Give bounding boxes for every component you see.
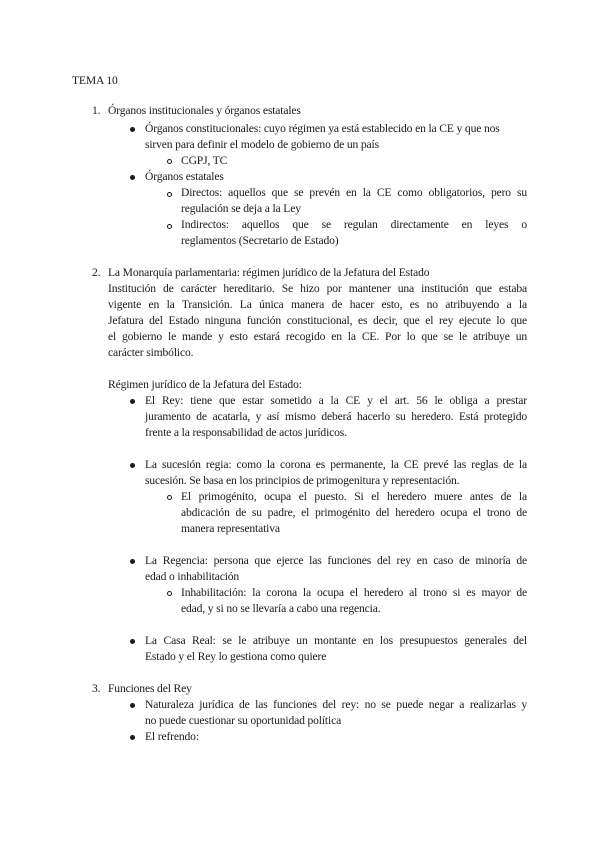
list-item-line: El Rey: tiene que estar sometido a la CE y el art. 56 le obliga a prestar bbox=[145, 394, 527, 407]
sub-list-item-line: edad, y si no se llevaría a cabo una regencia. bbox=[181, 602, 381, 615]
sub-bullet-marker bbox=[167, 591, 172, 596]
paragraph-line: vigente en la Transición. La única manera de hacer esto, es no atribuyendo a la bbox=[108, 298, 527, 311]
bullet-marker bbox=[130, 639, 135, 644]
sub-list-item-line: Indirectos: aquellos que se regulan directamente en leyes o bbox=[181, 218, 527, 231]
list-item-line: Naturaleza jurídica de las funciones del rey: no se puede negar a realizarlas y bbox=[145, 698, 527, 711]
list-item-line: no puede cuestionar su oportunidad política bbox=[145, 714, 342, 727]
paragraph-line: Jefatura del Estado ninguna función constitucional, es decir, que el rey ejecute lo que bbox=[108, 314, 527, 327]
sub-list-item-line: Directos: aquellos que se prevén en la CE como obligatorios, pero su bbox=[181, 186, 527, 199]
sub-list-item-line: El primogénito, ocupa el puesto. Si el heredero muere antes de la bbox=[181, 490, 527, 503]
bullet-marker bbox=[130, 559, 135, 564]
section-1-heading: Órganos institucionales y órganos estatales bbox=[108, 104, 301, 117]
sub-bullet-marker bbox=[167, 224, 172, 229]
subheading: Régimen jurídico de la Jefatura del Estado: bbox=[108, 378, 302, 391]
bullet-marker bbox=[130, 703, 135, 708]
sub-list-item-line: regulación se deja a la Ley bbox=[181, 202, 301, 215]
paragraph-line: el gobierno le mande y esto estará recogido en la CE. Por lo que se le atribuye un bbox=[108, 330, 527, 343]
section-3-heading: Funciones del Rey bbox=[108, 682, 192, 695]
list-item-line: La Regencia: persona que ejerce las funciones del rey en caso de minoría de bbox=[145, 554, 527, 567]
list-item-line: El refrendo: bbox=[145, 730, 199, 743]
section-2-number: 2. bbox=[92, 266, 101, 279]
document-title: TEMA 10 bbox=[72, 74, 118, 87]
list-item-line: juramento de acatarla, y así mismo deberá hacerlo su heredero. Está protegido bbox=[145, 410, 527, 423]
sub-bullet-marker bbox=[167, 495, 172, 500]
bullet-marker bbox=[130, 175, 135, 180]
bullet-marker bbox=[130, 399, 135, 404]
list-item-line: Estado y el Rey lo gestiona como quiere bbox=[145, 650, 327, 663]
section-2-heading: La Monarquía parlamentaria: régimen jurídico de la Jefatura del Estado bbox=[108, 266, 430, 279]
list-item-line: sirven para definir el modelo de gobierno de un país bbox=[145, 138, 379, 151]
list-item-line: sucesión. Se basa en los principios de primogenitura y representación. bbox=[145, 474, 460, 487]
section-3-number: 3. bbox=[92, 682, 101, 695]
bullet-marker bbox=[130, 127, 135, 132]
bullet-marker bbox=[130, 735, 135, 740]
list-item-line: Órganos estatales bbox=[145, 170, 224, 183]
list-item-line: frente a la responsabilidad de actos jurídicos. bbox=[145, 426, 347, 439]
sub-list-item-line: reglamentos (Secretario de Estado) bbox=[181, 234, 339, 247]
sub-list-item-line: Inhabilitación: la corona la ocupa el heredero al trono si es mayor de bbox=[181, 586, 527, 599]
list-item-line: Órganos constitucionales: cuyo régimen ya está establecido en la CE y que nos bbox=[145, 122, 500, 135]
sub-bullet-marker bbox=[167, 159, 172, 164]
paragraph-line: carácter simbólico. bbox=[108, 346, 194, 359]
sub-list-item-line: manera representativa bbox=[181, 522, 280, 535]
list-item-line: La sucesión regia: como la corona es permanente, la CE prevé las reglas de la bbox=[145, 458, 527, 471]
sub-list-item-line: CGPJ, TC bbox=[181, 154, 228, 167]
sub-bullet-marker bbox=[167, 192, 172, 197]
list-item-line: edad o inhabilitación bbox=[145, 570, 240, 583]
section-1-number: 1. bbox=[92, 104, 101, 117]
bullet-marker bbox=[130, 463, 135, 468]
sub-list-item-line: abdicación de su padre, el primogénito del heredero ocupa el trono de bbox=[181, 506, 527, 519]
paragraph-line: Institución de carácter hereditario. Se hizo por mantener una institución que estaba bbox=[108, 282, 527, 295]
list-item-line: La Casa Real: se le atribuye un montante en los presupuestos generales del bbox=[145, 634, 527, 647]
